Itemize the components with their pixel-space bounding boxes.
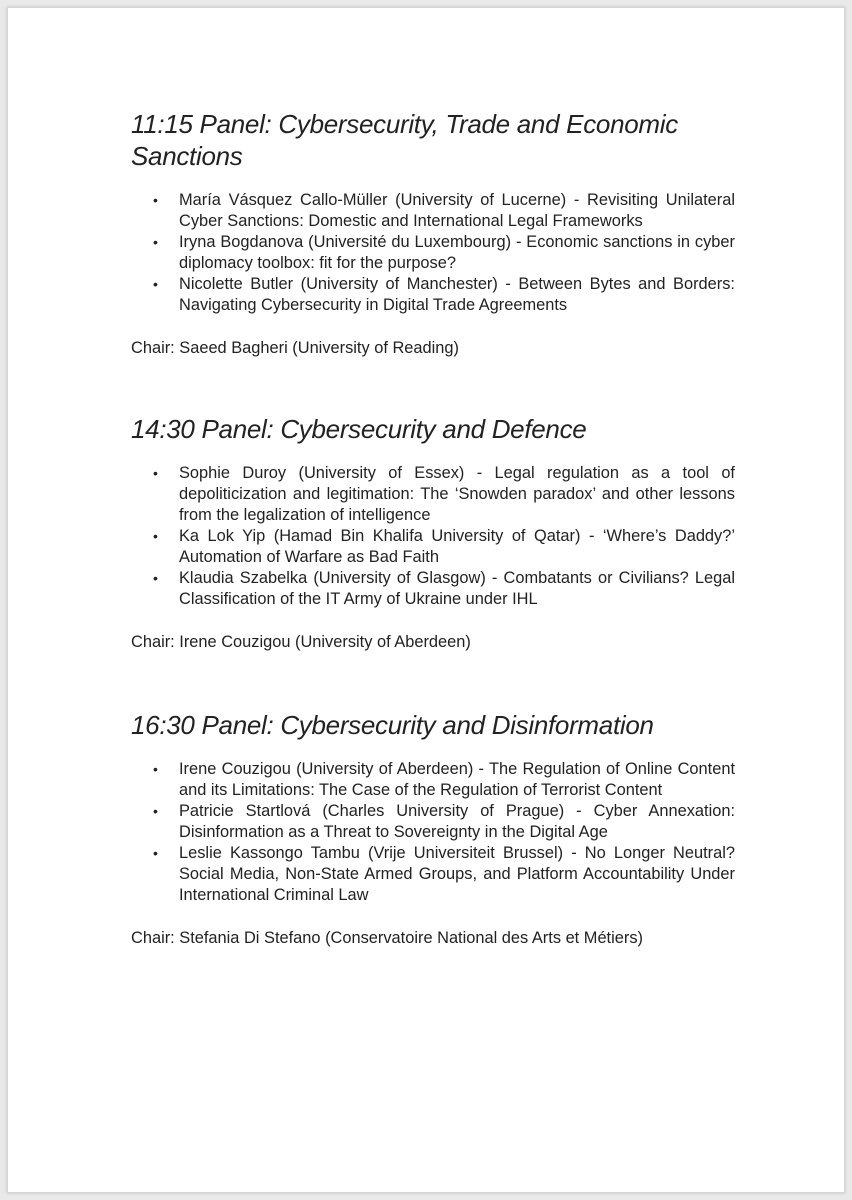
panel-chair: Chair: Saeed Bagheri (University of Reading) xyxy=(131,339,459,357)
talk-item xyxy=(153,526,735,568)
talk-text: Nicolette Butler (University of Manchester) - Between Bytes and Borders: Navigating Cybersecurity in Digital Trade Agreements xyxy=(179,275,735,314)
talk-text: Klaudia Szabelka (University of Glasgow) - Combatants or Civilians? Legal Classification of the IT Army of Ukraine under IHL xyxy=(179,569,735,608)
bullet-icon: • xyxy=(153,465,158,481)
talk-item xyxy=(153,232,735,274)
talk-item xyxy=(153,274,735,316)
bullet-icon: • xyxy=(153,276,158,292)
bullet-icon: • xyxy=(153,845,158,861)
talk-list xyxy=(123,463,735,610)
talk-item xyxy=(153,568,735,610)
talk-item xyxy=(153,801,735,843)
talk-item xyxy=(153,759,735,801)
talk-list xyxy=(123,190,735,316)
bullet-icon: • xyxy=(153,570,158,586)
bullet-icon: • xyxy=(153,761,158,777)
document-page xyxy=(7,7,845,1193)
talk-item xyxy=(153,843,735,906)
talk-item xyxy=(153,190,735,232)
bullet-icon: • xyxy=(153,528,158,544)
talk-list xyxy=(123,759,735,906)
document-content xyxy=(123,108,735,949)
panel-section-3 xyxy=(123,709,735,949)
bullet-icon: • xyxy=(153,234,158,250)
panel-section-2 xyxy=(123,413,735,653)
talk-text: María Vásquez Callo-Müller (University of Lucerne) - Revisiting Unilateral Cyber Sanctions: Domestic and International Legal Frameworks xyxy=(179,191,735,230)
talk-text: Ka Lok Yip (Hamad Bin Khalifa University of Qatar) - ‘Where’s Daddy?’ Automation of Warfare as Bad Faith xyxy=(179,527,735,566)
bullet-icon: • xyxy=(153,192,158,208)
bullet-icon: • xyxy=(153,803,158,819)
panel-section-1 xyxy=(123,108,735,359)
talk-text: Patricie Startlová (Charles University of Prague) - Cyber Annexation: Disinformation as a Threat to Sovereignty in the Digital Age xyxy=(179,802,735,841)
talk-text: Leslie Kassongo Tambu (Vrije Universiteit Brussel) - No Longer Neutral? Social Media, Non-State Armed Groups, and Platform Accountability Under International Criminal Law xyxy=(179,844,735,904)
talk-text: Sophie Duroy (University of Essex) - Legal regulation as a tool of depoliticization and legitimation: The ‘Snowden paradox’ and other lessons from the legalization of intelligence xyxy=(179,464,735,524)
talk-text: Iryna Bogdanova (Université du Luxembourg) - Economic sanctions in cyber diplomacy toolbox: fit for the purpose? xyxy=(179,233,735,272)
panel-title: 16:30 Panel: Cybersecurity and Disinformation xyxy=(131,710,654,740)
talk-item xyxy=(153,463,735,526)
panel-chair: Chair: Irene Couzigou (University of Aberdeen) xyxy=(131,633,471,651)
talk-text: Irene Couzigou (University of Aberdeen) - The Regulation of Online Content and its Limitations: The Case of the Regulation of Terrorist Content xyxy=(179,760,735,799)
panel-title: 14:30 Panel: Cybersecurity and Defence xyxy=(131,414,587,444)
panel-chair: Chair: Stefania Di Stefano (Conservatoire National des Arts et Métiers) xyxy=(131,929,643,947)
panel-title: 11:15 Panel: Cybersecurity, Trade and Economic Sanctions xyxy=(131,109,678,171)
